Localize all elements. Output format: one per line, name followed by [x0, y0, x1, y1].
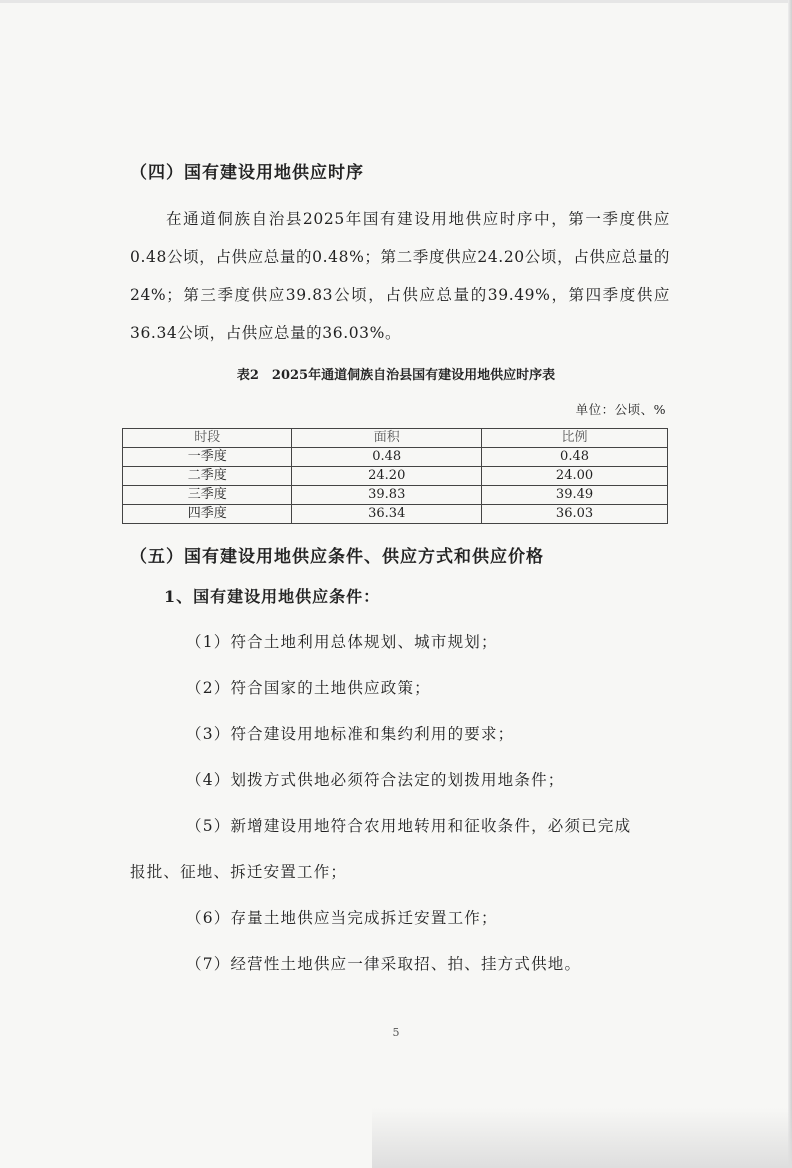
cell-period: 一季度: [123, 448, 292, 467]
section-5-heading: （五）国有建设用地供应条件、供应方式和供应价格: [130, 547, 544, 567]
table-title: 表2 2025年通道侗族自治县国有建设用地供应时序表: [236, 368, 556, 383]
section-4-paragraph: 在通道侗族自治县2025年国有建设用地供应时序中，第一季度供应0.48公顷，占供应总量的0.48%；第二季度供应24.20公顷，占供应总量的24%；第三季度供应39.83公顷，占供应总量的39.49%，第四季度供应36.34公顷，占供应总量的36.03%。: [130, 210, 670, 342]
table-row: [123, 467, 668, 486]
cell-ratio: 24.00: [482, 467, 668, 486]
scan-shadow-edge: [788, 0, 792, 1168]
table-row: [123, 505, 668, 524]
header-area: 面积: [292, 429, 482, 448]
condition-item: （6）存量土地供应当完成拆迁安置工作；: [186, 909, 498, 927]
cell-ratio: 0.48: [482, 448, 668, 467]
section-4-heading: （四）国有建设用地供应时序: [130, 163, 364, 183]
header-period: 时段: [123, 429, 292, 448]
supply-schedule-table: [122, 428, 668, 524]
cell-area: 24.20: [292, 467, 482, 486]
cell-ratio: 39.49: [482, 486, 668, 505]
header-ratio: 比例: [482, 429, 668, 448]
cell-period: 三季度: [123, 486, 292, 505]
page-number: 5: [392, 1026, 400, 1039]
cell-period: 二季度: [123, 467, 292, 486]
cell-ratio: 36.03: [482, 505, 668, 524]
condition-item: （1）符合土地利用总体规划、城市规划；: [186, 633, 498, 651]
cell-area: 39.83: [292, 486, 482, 505]
condition-item: （4）划拨方式供地必须符合法定的划拨用地条件；: [186, 771, 565, 789]
condition-item: （2）符合国家的土地供应政策；: [186, 679, 431, 697]
cell-period: 四季度: [123, 505, 292, 524]
cell-area: 0.48: [292, 448, 482, 467]
scan-shadow-top: [0, 0, 792, 3]
table-row: [123, 486, 668, 505]
table-header-row: [123, 429, 668, 448]
table-unit: 单位：公顷、%: [575, 402, 666, 417]
condition-item-continuation: 报批、征地、拆迁安置工作；: [130, 863, 348, 881]
scan-shadow-bottom: [372, 1108, 792, 1168]
supply-conditions-subheading: 1、国有建设用地供应条件：: [164, 587, 381, 606]
condition-item: （7）经营性土地供应一律采取招、拍、挂方式供地。: [186, 955, 582, 973]
cell-area: 36.34: [292, 505, 482, 524]
condition-item: （3）符合建设用地标准和集约利用的要求；: [186, 725, 515, 743]
table-row: [123, 448, 668, 467]
condition-item: （5）新增建设用地符合农用地转用和征收条件，必须已完成: [186, 817, 632, 835]
